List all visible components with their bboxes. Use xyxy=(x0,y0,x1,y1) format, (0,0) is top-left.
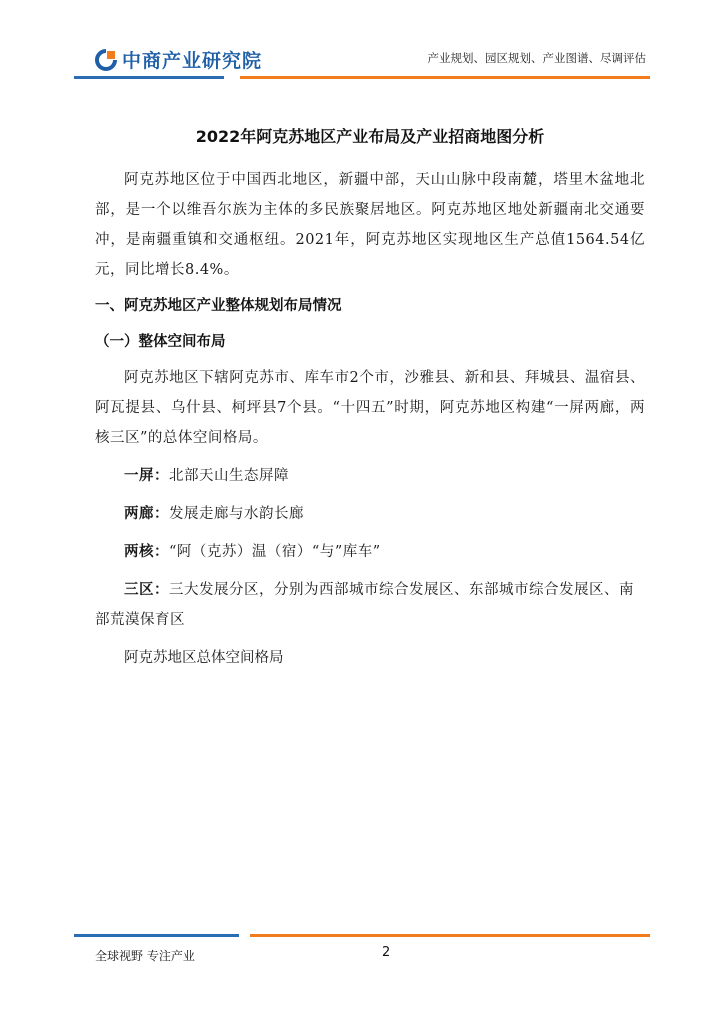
list-item xyxy=(95,461,645,491)
item-text: 北部天山生态屏障 xyxy=(169,468,289,484)
logo-text: 中商产业研究院 xyxy=(122,50,263,72)
item-text: 三大发展分区，分别为西部城市综合发展区、东部城市综合发展区、南部荒漠保育区 xyxy=(95,582,634,628)
subsection-heading: （一）整体空间布局 xyxy=(95,334,226,350)
figure-caption: 阿克苏地区总体空间格局 xyxy=(124,650,284,666)
document-title: 2022年阿克苏地区产业布局及产业招商地图分析 xyxy=(195,127,545,146)
intro-paragraph: 阿克苏地区位于中国西北地区，新疆中部，天山山脉中段南麓，塔里木盆地北部，是一个以维吾尔族为主体的多民族聚居地区。阿克苏地区地处新疆南北交通要冲，是南疆重镇和交通枢纽。2021年，阿克苏地区实现地区生产总值1564.54亿元，同比增长8.4%。 xyxy=(95,172,645,278)
list-item xyxy=(95,575,645,635)
item-label: 两廊： xyxy=(124,506,169,522)
item-label: 三区： xyxy=(124,582,169,598)
header-rule-orange xyxy=(240,76,650,79)
layout-paragraph: 阿克苏地区下辖阿克苏市、库车市2个市，沙雅县、新和县、拜城县、温宿县、阿瓦提县、乌什县、柯坪县7个县。“十四五”时期，阿克苏地区构建“一屏两廊，两核三区”的总体空间格局。 xyxy=(95,370,645,446)
footer-slogan: 全球视野 专注产业 xyxy=(95,949,195,963)
footer-rule-orange xyxy=(250,934,650,937)
list-item xyxy=(95,537,645,567)
footer-rule-blue xyxy=(74,934,239,937)
header-tagline: 产业规划、园区规划、产业图谱、尽调评估 xyxy=(427,51,646,65)
list-item xyxy=(95,499,645,529)
page-number: 2 xyxy=(382,945,391,960)
item-label: 一屏： xyxy=(124,468,169,484)
item-text: 发展走廊与水韵长廊 xyxy=(169,506,304,522)
company-logo xyxy=(95,46,262,73)
header-rule-blue xyxy=(74,76,224,79)
page-header xyxy=(0,0,724,90)
logo-icon xyxy=(95,49,117,71)
section-heading: 一、阿克苏地区产业整体规划布局情况 xyxy=(95,298,342,314)
document-body xyxy=(95,124,645,673)
item-label: 两核： xyxy=(124,544,169,560)
item-text: “阿（克苏）温（宿）“与”库车” xyxy=(169,544,381,560)
